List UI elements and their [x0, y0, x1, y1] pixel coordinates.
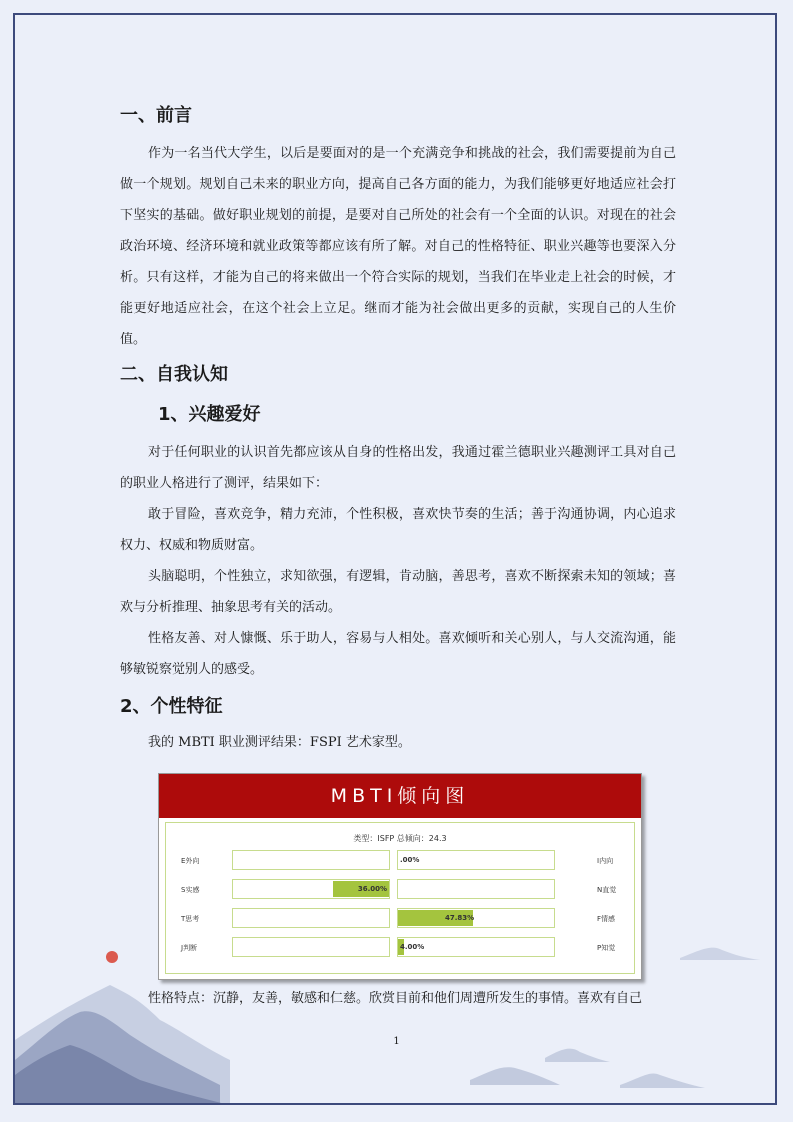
chart-row	[166, 850, 634, 872]
chart-row-left-label: E外向	[181, 857, 200, 865]
interest-paragraph-3: 头脑聪明，个性独立，求知欲强，有逻辑，肯动脑，善思考，喜欢不断探索未知的领域；喜欢与分析推理、抽象思考有关的活动。	[120, 569, 676, 615]
chart-bar-right-track	[397, 937, 555, 957]
section-heading-intro: 一、前言	[120, 105, 192, 126]
chart-bar-left-track	[232, 850, 390, 870]
chart-row	[166, 937, 634, 959]
interest-paragraph-1: 对于任何职业的认识首先都应该从自身的性格出发，我通过霍兰德职业兴趣测评工具对自己的职业人格进行了测评，结果如下：	[120, 445, 676, 491]
intro-paragraph: 作为一名当代大学生，以后是要面对的是一个充满竞争和挑战的社会，我们需要提前为自己做一个规划。规划自己未来的职业方向，提高自己各方面的能力，为我们能够更好地适应社会打下坚实的基础。做好职业规划的前提，是要对自己所处的社会有一个全面的认识。对现在的社会政治环境、经济环境和就业政策等都应该有所了解。对自己的性格特征、职业兴趣等也要深入分析。只有这样，才能为自己的将来做出一个符合实际的规划，当我们在毕业走上社会的时候，才能更好地适应社会，在这个社会上立足。继而才能为社会做出更多的贡献，实现自己的人生价值。	[120, 146, 676, 347]
page-number: 1	[393, 1036, 400, 1047]
mbti-result-line: 我的 MBTI 职业测评结果：FSPI 艺术家型。	[148, 735, 411, 750]
interest-paragraph-4: 性格友善、对人慷慨、乐于助人，容易与人相处。喜欢倾听和关心别人，与人交流沟通，能够敏锐察觉别人的感受。	[120, 631, 676, 677]
chart-row-left-label: T思考	[181, 915, 200, 923]
chart-data-label: 4.00%	[400, 943, 425, 951]
chart-data-label: 47.83%	[445, 914, 475, 922]
chart-bar-right-track	[397, 908, 555, 928]
chart-row-right-label: F情感	[597, 915, 616, 923]
subheading-interest: 1、兴趣爱好	[158, 404, 261, 425]
interest-paragraph-2: 敢于冒险，喜欢竞争，精力充沛，个性积极，喜欢快节奏的生活；善于沟通协调，内心追求权力、权威和物质财富。	[120, 507, 676, 553]
document-body	[120, 100, 676, 758]
chart-data-label: .00%	[400, 856, 420, 864]
chart-bar-left-track	[232, 908, 390, 928]
traits-paragraph: 性格特点：沉静，友善，敏感和仁慈。欣赏目前和他们周遭所发生的事情。喜欢有自己	[148, 991, 643, 1006]
chart-row-right-label: N直觉	[597, 886, 617, 894]
subheading-personality: 2、个性特征	[120, 696, 223, 717]
chart-subtitle: 类型：ISFP 总倾向：24.3	[353, 834, 447, 843]
chart-row-right-label: P知觉	[597, 944, 616, 952]
chart-row-left-label: J判断	[181, 944, 198, 952]
chart-row	[166, 879, 634, 901]
chart-row-left-label: S实感	[181, 886, 200, 894]
section-heading-self: 二、自我认知	[120, 364, 228, 385]
mbti-chart	[158, 773, 642, 980]
chart-bar-left-track	[232, 879, 390, 899]
chart-title: MBTI倾向图	[159, 774, 641, 818]
chart-bar-right-track	[397, 850, 555, 870]
chart-row	[166, 908, 634, 930]
chart-bar-left-track	[232, 937, 390, 957]
chart-bar-right-track	[397, 879, 555, 899]
chart-body	[165, 822, 635, 974]
chart-row-right-label: I内向	[597, 857, 614, 865]
chart-data-label: 36.00%	[357, 885, 387, 893]
